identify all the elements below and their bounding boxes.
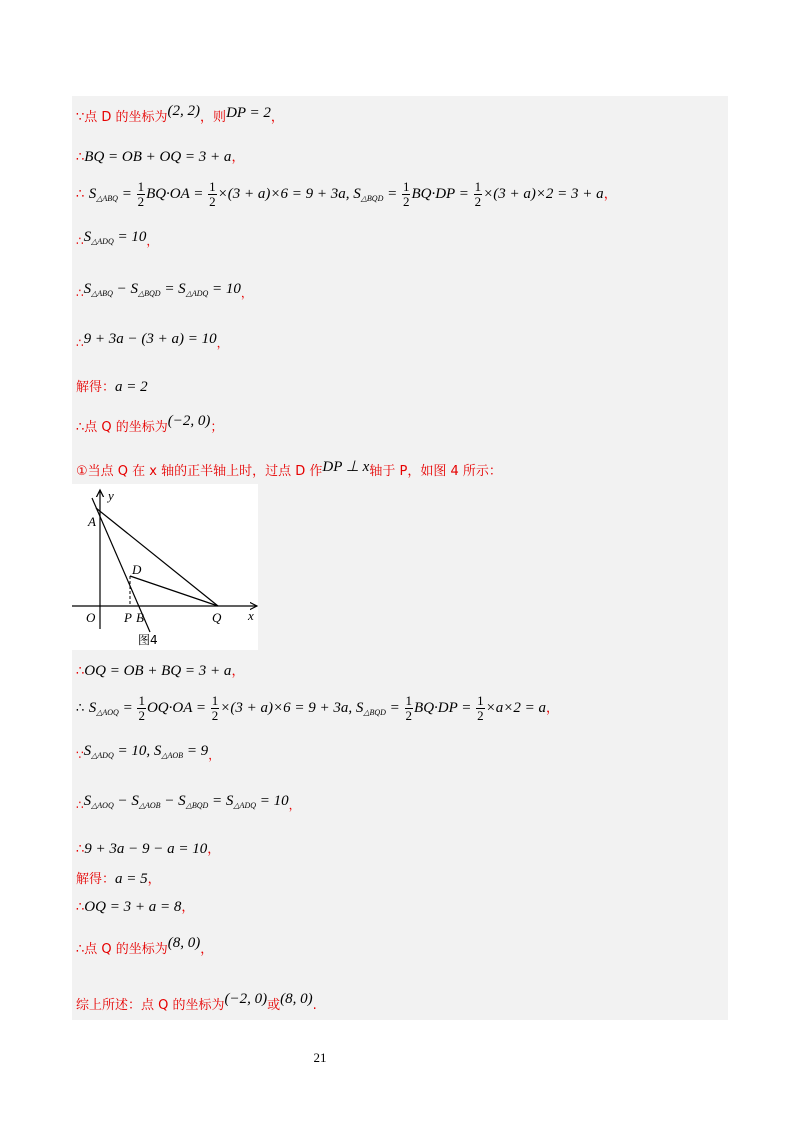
text: ∴点 Q 的坐标为 <box>76 420 168 435</box>
label-d: D <box>132 562 142 577</box>
line-area-diff-2 <box>76 792 301 815</box>
math: $S_{\triangle AOQ} - S_{\triangle AOB} - S_{\triangle BQD} = S_{\triangle ADQ}$ <box>83 793 256 810</box>
text: ①当点 Q 在 x 轴的正半轴上时，过点 D 作 <box>76 464 323 479</box>
line-given-areas <box>76 742 220 765</box>
text: ， <box>546 700 560 716</box>
text: ∴点 Q 的坐标为 <box>76 942 168 957</box>
math: 9 + 3a − 9 − a = 10 <box>84 841 208 857</box>
figure-svg <box>72 484 258 650</box>
math: (2, 2) <box>167 103 201 119</box>
line-d-coordinate <box>76 102 284 127</box>
text: ， <box>216 336 229 350</box>
therefore-symbol: ∴ <box>76 798 84 812</box>
label-b: B <box>136 610 144 625</box>
label-p: P <box>124 610 132 625</box>
math: a = 5 <box>115 871 148 887</box>
math: DP = 2 <box>226 105 271 121</box>
label-q: Q <box>212 610 222 625</box>
math: OQ = 3 + a = 8 <box>84 899 182 915</box>
therefore-symbol: ∴ <box>76 664 85 679</box>
text: ， <box>208 748 221 762</box>
therefore-symbol: ∴ <box>76 700 85 716</box>
math: DP ⊥ x <box>322 459 370 475</box>
line-q-coordinate <box>76 412 223 437</box>
line-solve <box>76 378 148 397</box>
text: ， <box>200 942 214 957</box>
text: ， <box>231 150 245 165</box>
math: (8, 0) <box>280 991 313 1007</box>
math: a = 2 <box>115 379 148 395</box>
text: ， <box>270 110 284 125</box>
text: . <box>312 998 317 1013</box>
line-sadq <box>76 228 158 251</box>
text: ， <box>603 186 617 202</box>
line-bq <box>76 148 244 167</box>
line-case-positive <box>76 458 502 481</box>
area-formula: $S_{\triangle AOQ}$ = $\frac{1}{2}$ OQ·OA = $\frac{1}{2}$ ×(3 + a)×6 = 9 + 3a, $S_{\triangle BQD}$ = $\frac{1}{2}$ BQ·DP = $\frac{1}{2}$ ×a×2 = a <box>88 693 547 723</box>
text: 解得： <box>76 380 116 395</box>
text: 综上所述：点 Q 的坐标为 <box>76 998 225 1013</box>
label-y: y <box>108 488 114 503</box>
line-equation <box>76 330 229 352</box>
line-dq <box>130 576 218 606</box>
text: ， <box>207 842 221 857</box>
text: ； <box>210 420 224 435</box>
text: ， <box>231 664 245 679</box>
line-oq <box>76 662 244 681</box>
text: 或 <box>267 998 281 1013</box>
text: ， <box>240 286 253 300</box>
text: 解得： <box>76 872 116 887</box>
text: ， <box>181 900 195 915</box>
math: OQ = OB + BQ = 3 + a <box>84 663 232 679</box>
therefore-symbol: ∴ <box>76 336 84 350</box>
math: = 10 <box>259 793 289 809</box>
text: 轴于 P，如图 4 所示： <box>369 464 502 479</box>
therefore-symbol: ∴ <box>76 842 85 857</box>
area-formula: $S_{\triangle ABQ}$ = $\frac{1}{2}$ BQ·OA = $\frac{1}{2}$ ×(3 + a)×6 = 9 + 3a, $S_{\triangle BQD}$ = $\frac{1}{2}$ BQ·DP = $\frac{1}{2}$ ×(3 + a)×2 = 3 + a <box>88 179 604 209</box>
line-aq <box>96 508 218 606</box>
label-o: O <box>86 610 96 625</box>
text: ， <box>288 798 301 812</box>
line-oq-value <box>76 898 194 917</box>
therefore-symbol: ∴ <box>76 234 84 248</box>
page-number: 21 <box>313 1050 327 1065</box>
math: $S_{\triangle ABQ} - S_{\triangle BQD} = S_{\triangle ADQ}$ <box>83 281 209 298</box>
text: ， <box>146 234 159 248</box>
text: ， <box>147 872 161 887</box>
label-x: x <box>248 608 254 623</box>
because-symbol: ∵ <box>76 748 84 762</box>
label-a: A <box>88 514 96 529</box>
therefore-symbol: ∴ <box>76 286 84 300</box>
math: = 10 <box>212 281 241 297</box>
math: = 10 <box>117 229 147 245</box>
line-areas-2 <box>76 694 559 723</box>
math: $S_{\triangle ADQ} = 10$, $S_{\triangle AOB} = 9$ <box>83 743 209 760</box>
line-solve-2 <box>76 870 161 889</box>
math: BQ = OB + OQ = 3 + a <box>84 149 232 165</box>
text: ∵点 D 的坐标为 <box>76 110 168 125</box>
figure-4 <box>72 484 258 650</box>
figure-caption: 图4 <box>138 633 158 647</box>
math: $S_{\triangle ADQ}$ <box>83 229 114 246</box>
text: ，则 <box>200 110 227 125</box>
math: (−2, 0) <box>224 991 268 1007</box>
line-conclusion <box>76 990 317 1015</box>
math: (−2, 0) <box>167 413 211 429</box>
therefore-symbol: ∴ <box>76 186 85 202</box>
therefore-symbol: ∴ <box>76 150 85 165</box>
line-areas <box>76 180 617 209</box>
line-q-coordinate-2 <box>76 934 213 959</box>
therefore-symbol: ∴ <box>76 900 85 915</box>
line-equation-2 <box>76 840 220 859</box>
line-area-diff <box>76 280 253 303</box>
math: (8, 0) <box>167 935 201 951</box>
math: 9 + 3a − (3 + a) = 10 <box>83 331 217 347</box>
